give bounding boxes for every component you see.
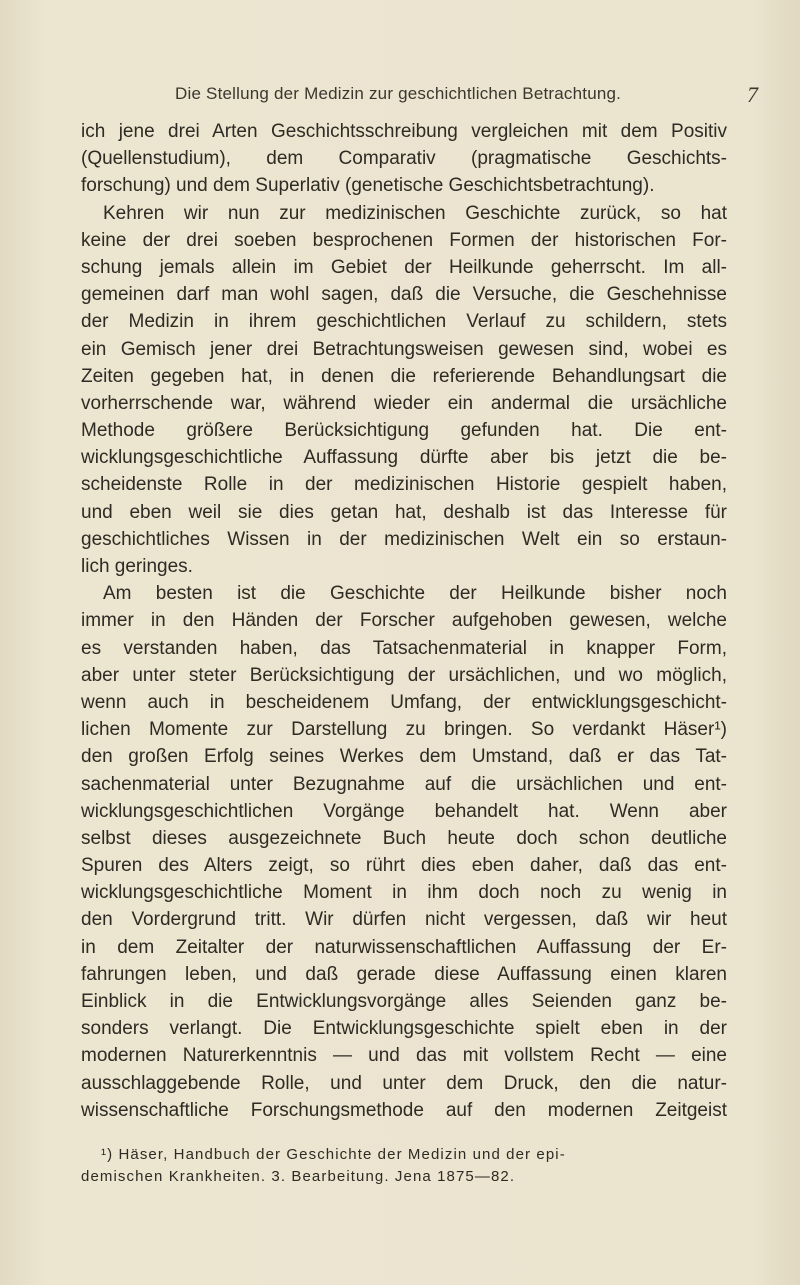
text-line: ausschlaggebende Rolle, und unter dem Druck, den die natur- <box>81 1072 727 1094</box>
text-line: sonders verlangt. Die Entwicklungsgeschichte spielt eben in der <box>81 1018 727 1040</box>
text-line: wicklungsgeschichtlichen Vorgänge behandelt hat. Wenn aber <box>81 800 727 822</box>
text-line: immer in den Händen der Forscher aufgehoben gewesen, welche <box>81 610 727 632</box>
text-line: und eben weil sie dies getan hat, deshalb ist das Interesse für <box>81 501 727 523</box>
text-line: selbst dieses ausgezeichnete Buch heute doch schon deutliche <box>81 827 727 849</box>
text-line: vorherrschende war, während wieder ein andermal die ursächliche <box>81 392 727 414</box>
text-line: Spuren des Alters zeigt, so rührt dies eben daher, daß das ent- <box>81 855 727 877</box>
text-line: den großen Erfolg seines Werkes dem Umstand, daß er das Tat- <box>81 746 727 768</box>
text-line: wicklungsgeschichtliche Auffassung dürfte aber bis jetzt die be- <box>81 447 727 469</box>
text-line: Kehren wir nun zur medizinischen Geschichte zurück, so hat <box>103 202 727 224</box>
text-line: es verstanden haben, das Tatsachenmaterial in knapper Form, <box>81 637 727 659</box>
text-line: lich geringes. <box>81 556 193 577</box>
text-line: der Medizin in ihrem geschichtlichen Verlauf zu schildern, stets <box>81 311 727 333</box>
text-line: forschung) und dem Superlativ (genetische Geschichtsbetrachtung). <box>81 175 655 197</box>
running-head: Die Stellung der Medizin zur geschichtlichen Betrachtung. <box>175 84 622 103</box>
footnote-line: demischen Krankheiten. 3. Bearbeitung. Jena 1875—82. <box>81 1168 516 1185</box>
text-line: aber unter steter Berücksichtigung der ursächlichen, und wo möglich, <box>81 664 727 686</box>
text-line: geschichtliches Wissen in der medizinischen Welt ein so erstaun- <box>81 528 727 550</box>
text-line: gemeinen darf man wohl sagen, daß die Versuche, die Geschehnisse <box>81 284 727 306</box>
footnote-line: ¹) Häser, Handbuch der Geschichte der Medizin und der epi- <box>101 1146 566 1163</box>
text-line: in dem Zeitalter der naturwissenschaftlichen Auffassung der Er- <box>81 936 727 958</box>
text-line: lichen Momente zur Darstellung zu bringen. So verdankt Häser¹) <box>81 719 727 741</box>
text-line: ein Gemisch jener drei Betrachtungsweisen gewesen sind, wobei es <box>81 338 727 360</box>
text-line: Methode größere Berücksichtigung gefunden hat. Die ent- <box>81 420 727 442</box>
text-line: Zeiten gegeben hat, in denen die referierende Behandlungsart die <box>81 365 727 387</box>
text-line: modernen Naturerkenntnis — und das mit vollstem Recht — eine <box>81 1045 727 1067</box>
text-line: wenn auch in bescheidenem Umfang, der entwicklungsgeschicht- <box>81 691 727 713</box>
text-line: den Vordergrund tritt. Wir dürfen nicht vergessen, daß wir heut <box>81 909 727 931</box>
text-line: scheidenste Rolle in der medizinischen Historie gespielt haben, <box>81 474 727 496</box>
text-line: fahrungen leben, und daß gerade diese Auffassung einen klaren <box>81 963 727 985</box>
body-text <box>81 118 727 1124</box>
footnote <box>81 1144 727 1188</box>
page-number: 7 <box>747 82 758 107</box>
text-line: ich jene drei Arten Geschichtsschreibung vergleichen mit dem Positiv <box>81 121 727 142</box>
text-line: sachenmaterial unter Bezugnahme auf die ursächlichen und ent- <box>81 773 727 795</box>
text-line: Am besten ist die Geschichte der Heilkunde bisher noch <box>103 583 727 605</box>
text-line: wissenschaftliche Forschungsmethode auf den modernen Zeitgeist <box>81 1099 727 1121</box>
text-line: keine der drei soeben besprochenen Formen der historischen For- <box>81 229 727 251</box>
text-line: wicklungsgeschichtliche Moment in ihm doch noch zu wenig in <box>81 882 727 904</box>
text-line: schung jemals allein im Gebiet der Heilkunde geherrscht. Im all- <box>81 256 727 278</box>
text-line: Einblick in die Entwicklungsvorgänge alles Seienden ganz be- <box>81 991 727 1012</box>
text-line: (Quellenstudium), dem Comparativ (pragmatische Geschichts- <box>81 148 727 170</box>
